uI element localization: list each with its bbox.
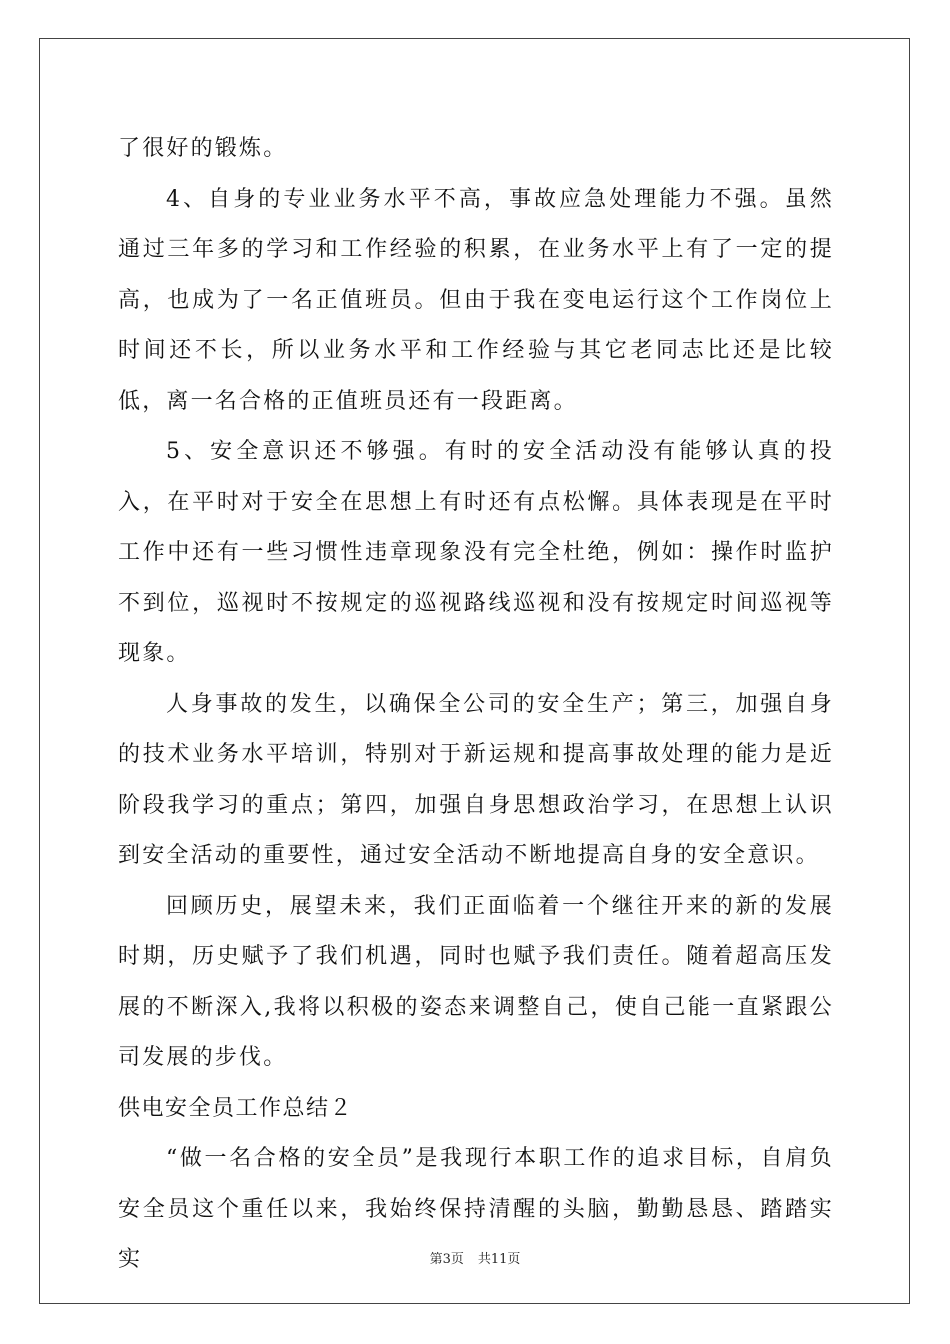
paragraph-intro: “做一名合格的安全员”是我现行本职工作的追求目标，自肩负安全员这个重任以来，我始终保持清醒的头脑，勤勤恳恳、踏踏实实 xyxy=(118,1146,834,1272)
page-footer xyxy=(0,1248,950,1267)
paragraph-outlook: 回顾历史，展望未来，我们正面临着一个继往开来的新的发展时期，历史赋予了我们机遇，同时也赋予我们责任。随着超高压发展的不断深入,我将以积极的姿态来调整自己，使自己能一直紧跟公司发展的步伐。 xyxy=(118,893,834,1070)
page-total: 共11页 xyxy=(477,1252,521,1267)
paragraph-item-5: 5、安全意识还不够强。有时的安全活动没有能够认真的投入，在平时对于安全在思想上有时还有点松懈。具体表现是在平时工作中还有一些习惯性违章现象没有完全杜绝，例如：操作时监护不到位，巡视时不按规定的巡视路线巡视和没有按规定时间巡视等现象。 xyxy=(118,439,834,666)
document-body xyxy=(118,124,834,1286)
paragraph-continuation: 了很好的锻炼。 xyxy=(118,136,288,161)
paragraph-measures: 人身事故的发生，以确保全公司的安全生产；第三，加强自身的技术业务水平培训，特别对于新运规和提高事故处理的能力是近阶段我学习的重点；第四，加强自身思想政治学习，在思想上认识到安全活动的重要性，通过安全活动不断地提高自身的安全意识。 xyxy=(118,691,834,868)
section-title: 供电安全员工作总结２ xyxy=(118,1095,354,1121)
page-number: 第3页 xyxy=(429,1252,464,1267)
paragraph-item-4: 4、自身的专业业务水平不高，事故应急处理能力不强。虽然通过三年多的学习和工作经验的积累，在业务水平上有了一定的提高，也成为了一名正值班员。但由于我在变电运行这个工作岗位上时间还不长，所以业务水平和工作经验与其它老同志比还是比较低，离一名合格的正值班员还有一段距离。 xyxy=(118,186,834,414)
